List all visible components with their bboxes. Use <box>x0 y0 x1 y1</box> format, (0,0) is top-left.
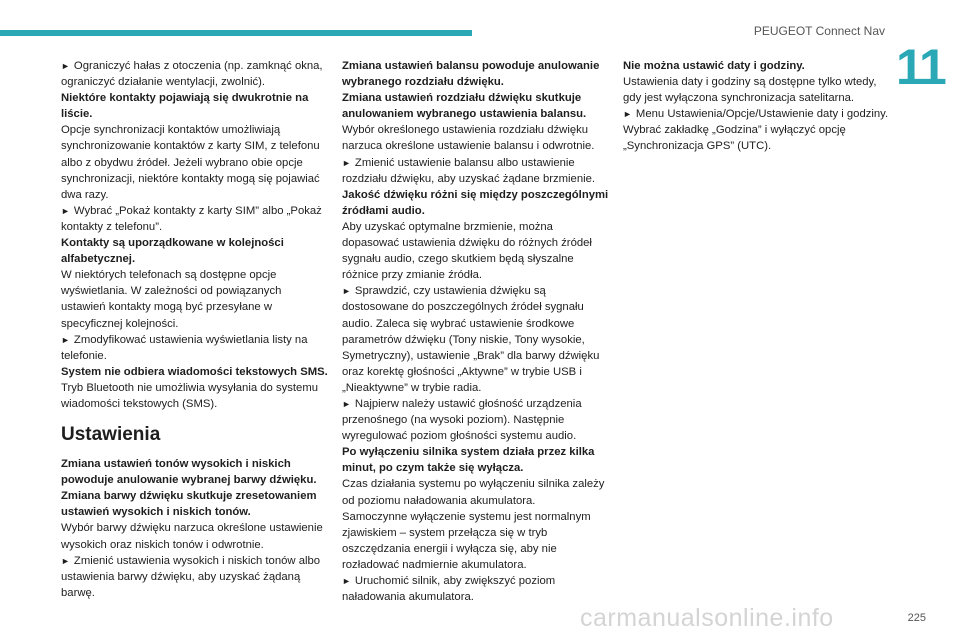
problem-text: Zmiana ustawień balansu powoduje anulowanie wybranego rozdziału dźwięku. <box>342 60 600 89</box>
instruction-text: Zmienić ustawienia wysokich i niskich tonów albo ustawienia barwy dźwięku, aby uzyskać żądaną barwę. <box>61 554 321 599</box>
column-left <box>61 58 329 601</box>
instruction-text: Menu Ustawienia/Opcje/Ustawienie daty i godziny. Wybrać zakładkę „Godzina” i wyłączyć opcję „Synchronizacja GPS” (UTC). <box>623 108 889 153</box>
instruction-item <box>623 106 891 154</box>
problem-text: Zmiana ustawień tonów wysokich i niskich powoduje anulowanie wybranej barwy dźwięku. <box>61 458 317 487</box>
bullet-arrow-icon: ► <box>61 334 70 345</box>
page-header: PEUGEOT Connect Nav <box>753 24 885 38</box>
instruction-text: Uruchomić silnik, aby zwiększyć poziom naładowania akumulatora. <box>342 575 556 604</box>
problem-heading <box>61 456 329 488</box>
problem-heading <box>342 90 610 122</box>
problem-text: System nie odbiera wiadomości tekstowych SMS. <box>61 365 328 378</box>
body-paragraph <box>61 380 329 412</box>
paragraph-text: Samoczynne wyłączenie systemu jest normalnym zjawiskiem – system przełącza się w tryb oszczędzania energii i wyłącza się, aby nie rozładować nadmiernie akumulatora. <box>342 510 591 571</box>
instruction-item <box>342 283 610 396</box>
instruction-text: Najpierw należy ustawić głośność urządzenia przenośnego (na wysoki poziom). Następnie wyregulować poziom głośności systemu audio. <box>342 397 582 443</box>
body-paragraph <box>61 122 329 202</box>
bullet-arrow-icon: ► <box>61 205 70 216</box>
instruction-text: Zmienić ustawienie balansu albo ustawienie rozdziału dźwięku, aby uzyskać żądane brzmienie. <box>342 156 596 185</box>
section-heading <box>61 424 329 446</box>
bullet-arrow-icon: ► <box>342 286 351 297</box>
column-right <box>623 58 891 155</box>
bullet-arrow-icon: ► <box>61 61 70 71</box>
instruction-text: Sprawdzić, czy ustawienia dźwięku są dostosowane do poszczególnych źródeł sygnału audio. Zaleca się wybrać ustawienie środkowe parametrów dźwięku (Tony niskie, Tony wysokie, Symetryczny), ustawienie „Brak” dla barwy dźwięku oraz korektę głośności „Aktywne” w trybie USB i „Nieaktywne” w trybie radia. <box>342 285 600 394</box>
problem-heading <box>342 58 610 90</box>
problem-text: Po wyłączeniu silnika system działa przez kilka minut, po czym także się wyłącza. <box>342 446 595 475</box>
instruction-item <box>342 155 610 187</box>
problem-heading <box>342 444 610 476</box>
paragraph-text: Tryb Bluetooth nie umożliwia wysyłania do systemu wiadomości tekstowych (SMS). <box>61 381 319 410</box>
instruction-item <box>61 553 329 601</box>
bullet-arrow-icon: ► <box>342 398 351 409</box>
instruction-text: Wybrać „Pokaż kontakty z karty SIM” albo „Pokaż kontakty z telefonu”. <box>61 204 322 233</box>
problem-text: Jakość dźwięku różni się między poszczególnymi źródłami audio. <box>342 188 609 217</box>
problem-text: Zmiana barwy dźwięku skutkuje zresetowaniem ustawień wysokich i niskich tonów. <box>61 490 317 519</box>
problem-text: Zmiana ustawień rozdziału dźwięku skutkuje anulowaniem wybranego ustawienia balansu. <box>342 92 587 121</box>
problem-text: Niektóre kontakty pojawiają się dwukrotnie na liście. <box>61 92 309 121</box>
body-paragraph <box>61 520 329 552</box>
bullet-arrow-icon: ► <box>342 576 351 586</box>
body-paragraph <box>342 509 610 573</box>
problem-heading <box>61 235 329 267</box>
section-heading-text: Ustawienia <box>61 424 161 446</box>
body-paragraph <box>342 219 610 283</box>
problem-heading <box>342 187 610 219</box>
page-number: 225 <box>907 612 926 624</box>
paragraph-text: Wybór barwy dźwięku narzuca określone ustawienie wysokich oraz niskich tonów i odwrotnie. <box>61 522 323 551</box>
chapter-number: 11 <box>896 39 945 95</box>
top-accent-bar <box>0 30 472 36</box>
instruction-item <box>61 203 329 235</box>
body-paragraph <box>623 74 891 106</box>
paragraph-text: Wybór określonego ustawienia rozdziału dźwięku narzuca określone ustawienie balansu i odwrotnie. <box>342 124 595 153</box>
body-paragraph <box>61 267 329 331</box>
instruction-text: Ograniczyć hałas z otoczenia (np. zamknąć okna, ograniczyć działanie wentylacji, zwolnić). <box>61 60 323 89</box>
problem-heading <box>61 488 329 520</box>
instruction-item <box>342 396 610 444</box>
bullet-arrow-icon: ► <box>61 555 70 566</box>
column-middle <box>342 58 610 605</box>
body-paragraph <box>342 122 610 154</box>
problem-text: Kontakty są uporządkowane w kolejności alfabetycznej. <box>61 237 284 266</box>
problem-heading <box>623 58 891 74</box>
paragraph-text: Aby uzyskać optymalne brzmienie, można dopasować ustawienia dźwięku do różnych źródeł sygnału audio, czego skutkiem będą słyszalne różnice przy zmianie źródła. <box>342 220 592 282</box>
instruction-item <box>61 332 329 364</box>
problem-text: Nie można ustawić daty i godziny. <box>623 60 805 72</box>
problem-heading <box>61 90 329 122</box>
paragraph-text: Ustawienia daty i godziny są dostępne tylko wtedy, gdy jest wyłączona synchronizacja satelitarna. <box>623 76 877 105</box>
problem-heading <box>61 364 329 380</box>
paragraph-text: Opcje synchronizacji kontaktów umożliwiają synchronizowanie kontaktów z karty SIM, z telefonu albo z obydwu źródeł. Jeżeli wybrano obie opcje synchronizacji, niektóre kontakty mogą się pojawiać dwa razy. <box>61 124 320 201</box>
instruction-item <box>342 573 610 605</box>
paragraph-text: W niektórych telefonach są dostępne opcje wyświetlania. W zależności od powiązanych ustawień kontakty mogą być przesyłane w specyficznej kolejności. <box>61 269 282 330</box>
body-paragraph <box>342 476 610 508</box>
bullet-arrow-icon: ► <box>623 109 632 120</box>
watermark: carmanualsonline.info <box>580 604 834 632</box>
instruction-item <box>61 58 329 90</box>
instruction-text: Zmodyfikować ustawienia wyświetlania listy na telefonie. <box>61 333 308 362</box>
bullet-arrow-icon: ► <box>342 157 351 168</box>
paragraph-text: Czas działania systemu po wyłączeniu silnika zależy od poziomu naładowania akumulatora. <box>342 478 605 507</box>
